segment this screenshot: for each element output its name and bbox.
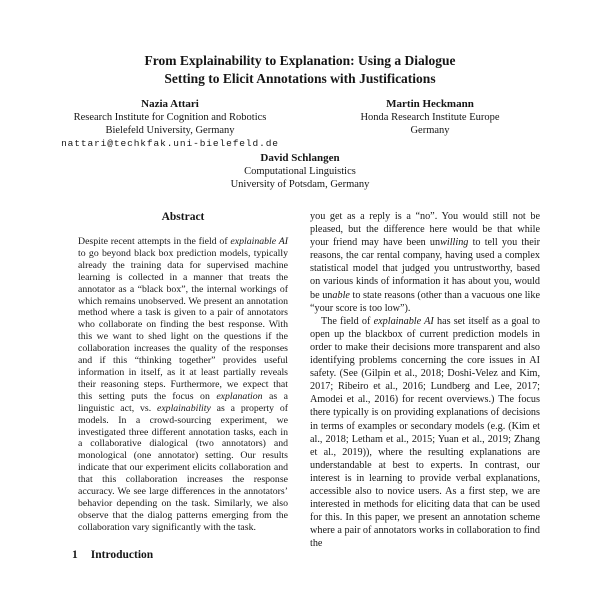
abstract-text: Despite recent attempts in the field of explainable AI to go beyond black box prediction models, typically already the training data for supervised machine learning is collected in a manner that treats the annotator as a “black box”, the internal workings of which remains unobserved. We present an annotation method where a task is given to a pair of annotators who collaborate on finding the best response. With this we want to shed light on the questions if the collaboration increases the quality of the responses and if this “thinking together” provides useful information in itself, as it at least partially reveals their reasoning steps. Furthermore, we expect that this setting puts the focus on explanation as a linguistic act, vs. explainability as a property of models. In a crowd-sourcing experiment, we investigated three different annotation tasks, each in a collaborative dialogical (two annotators) and monological (one annotator) setting. Our results indicate that our experiment elicits collaboration and that this collaboration increases the response accuracy. We see large differences in the annotators’ behavior depending on the task. Similarly, we also observe that the dialog patterns emerging from the collaboration vary significantly with the task. — [78, 236, 288, 533]
author-affiliation-line: Computational Linguistics — [244, 166, 356, 177]
body-paragraph: you get as a reply is a “no”. You would still not be pleased, but the difference here would be that while your friend may have been unwilling to tell you their reasons, the car rental company, having used a complex statistical model that judged you untrustworthy, based on various kinds of information it has about you, would be unable to state reasons (other than a vacuous one like “your score is too low”). — [310, 211, 540, 314]
section-heading-introduction — [72, 548, 294, 562]
author-david-schlangen — [0, 151, 600, 191]
abstract-heading: Abstract — [161, 211, 205, 223]
paper-title — [0, 0, 600, 88]
author-affiliation-line: Honda Research Institute Europe — [360, 112, 500, 123]
author-martin-heckmann — [300, 97, 560, 150]
author-name: Nazia Attari — [141, 98, 199, 110]
author-affiliation-line: University of Potsdam, Germany — [230, 179, 370, 190]
section-number: 1 — [72, 548, 78, 561]
author-affiliation-line: Bielefeld University, Germany — [105, 125, 235, 136]
body-paragraph: The field of explainable AI has set itself as a goal to open up the blackbox of current prediction models in order to make their decisions more transparent and also identifying problems concerning the core issues in AI safety. (See (Gilpin et al., 2018; Doshi-Velez and Kim, 2017; Ribeiro et al., 2016; Lundberg and Lee, 2017; Amodei et al., 2016) for recent overviews.) The focus there typically is on providing explanations of decisions in terms of examples or secondary models (e.g. (Kim et al., 2018; Letham et al., 2015; Yuan et al., 2019; Zhang et al., 2019)), where the resulting explanations are understandable at best to experts. In contrast, our interest is in learning to provide verbal explanations, accessible also to novice users. As a first step, we are interested in methods for eliciting data that can be used for this. In this paper, we present an annotation scheme where a pair of annotators works in collaboration to find the — [310, 315, 540, 550]
author-name: David Schlangen — [260, 152, 340, 164]
right-column — [310, 210, 540, 600]
section-title: Introduction — [90, 548, 154, 561]
author-affiliation-line: Germany — [410, 125, 450, 136]
left-column — [72, 210, 294, 600]
author-nazia-attari — [40, 97, 300, 150]
author-email: nattari@techkfak.uni-bielefeld.de — [61, 138, 279, 149]
author-block-row — [40, 97, 560, 150]
author-affiliation-line: Research Institute for Cognition and Robotics — [73, 112, 267, 123]
paper-title-line-2: Setting to Elicit Annotations with Justifications — [164, 71, 436, 86]
paper-title-line-1: From Explainability to Explanation: Using a Dialogue — [144, 53, 456, 68]
author-name: Martin Heckmann — [386, 98, 474, 110]
two-column-body — [72, 210, 540, 600]
